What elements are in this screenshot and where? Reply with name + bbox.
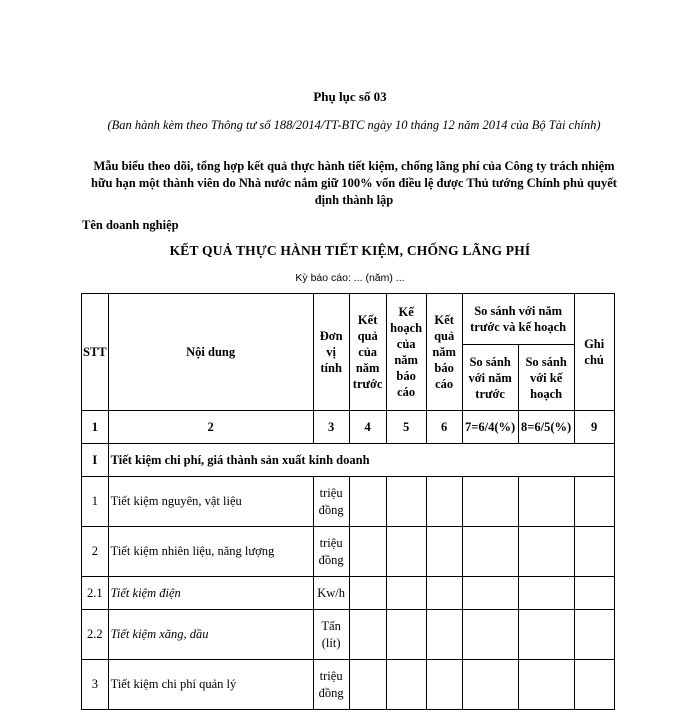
index-cell: 4: [349, 411, 386, 444]
index-cell: 9: [574, 411, 614, 444]
empty-cell: [386, 527, 426, 577]
table-row: [82, 660, 615, 710]
empty-cell: [574, 527, 614, 577]
empty-cell: [349, 577, 386, 610]
empty-cell: [349, 527, 386, 577]
empty-cell: [426, 660, 462, 710]
table-row: [82, 577, 615, 610]
empty-cell: [386, 577, 426, 610]
row-content: Tiết kiệm chi phí quản lý: [108, 660, 313, 710]
col-header-prev-result: Kết quả của năm trước: [349, 294, 386, 411]
index-cell: 6: [426, 411, 462, 444]
issued-by-note: (Ban hành kèm theo Thông tư số 188/2014/TT-BTC ngày 10 tháng 12 năm 2014 của Bộ Tài chính): [107, 118, 601, 132]
report-period: Kỳ báo cáo: ... (năm) ...: [295, 272, 405, 284]
empty-cell: [386, 610, 426, 660]
empty-cell: [462, 577, 518, 610]
col-header-note: Ghi chú: [574, 294, 614, 411]
empty-cell: [574, 477, 614, 527]
row-content: Tiết kiệm nhiên liệu, năng lượng: [108, 527, 313, 577]
row-unit: triệu đồng: [313, 660, 349, 710]
col-header-plan: Kế hoạch của năm báo cáo: [386, 294, 426, 411]
index-cell: 5: [386, 411, 426, 444]
row-content: Tiết kiệm điện: [108, 577, 313, 610]
empty-cell: [386, 660, 426, 710]
index-cell: 7=6/4(%): [462, 411, 518, 444]
index-cell: 3: [313, 411, 349, 444]
empty-cell: [462, 477, 518, 527]
empty-cell: [426, 610, 462, 660]
empty-cell: [349, 660, 386, 710]
row-number: 2.2: [82, 610, 109, 660]
index-cell: 8=6/5(%): [518, 411, 574, 444]
empty-cell: [574, 660, 614, 710]
row-unit: triệu đồng: [313, 527, 349, 577]
empty-cell: [426, 577, 462, 610]
row-content: Tiết kiệm nguyên, vật liệu: [108, 477, 313, 527]
empty-cell: [462, 660, 518, 710]
appendix-title: Phụ lục số 03: [313, 89, 387, 104]
form-description: Mẫu biểu theo dõi, tổng hợp kết quả thực hành tiết kiệm, chống lãng phí của Công ty trách nhiệm hữu hạn một thành viên do Nhà nước nắm giữ 100% vốn điều lệ được Thủ tướng Chính phủ quyết định thành lập: [91, 159, 617, 207]
index-cell: 1: [82, 411, 109, 444]
row-number: 2.1: [82, 577, 109, 610]
section-row: [82, 444, 615, 477]
col-header-unit: Đơn vị tính: [313, 294, 349, 411]
row-number: 2: [82, 527, 109, 577]
empty-cell: [518, 527, 574, 577]
report-title: KẾT QUẢ THỰC HÀNH TIẾT KIỆM, CHỐNG LÃNG PHÍ: [169, 243, 531, 258]
table-row: [82, 477, 615, 527]
empty-cell: [462, 527, 518, 577]
section-number: I: [82, 444, 109, 477]
empty-cell: [386, 477, 426, 527]
empty-cell: [574, 577, 614, 610]
index-cell: 2: [108, 411, 313, 444]
col-header-compare-plan: So sánh với kế hoạch: [518, 345, 574, 411]
empty-cell: [518, 610, 574, 660]
empty-cell: [518, 477, 574, 527]
table-row: [82, 610, 615, 660]
empty-cell: [349, 610, 386, 660]
section-title: Tiết kiệm chi phí, giá thành sản xuất kinh doanh: [108, 444, 614, 477]
empty-cell: [518, 577, 574, 610]
col-header-compare-prev: So sánh với năm trước: [462, 345, 518, 411]
empty-cell: [426, 527, 462, 577]
empty-cell: [349, 477, 386, 527]
empty-cell: [518, 660, 574, 710]
table-row: [82, 527, 615, 577]
col-header-compare-group: So sánh với năm trước và kế hoạch: [462, 294, 574, 345]
col-header-stt: STT: [82, 294, 109, 411]
results-table: [81, 293, 615, 710]
row-number: 3: [82, 660, 109, 710]
empty-cell: [462, 610, 518, 660]
empty-cell: [574, 610, 614, 660]
empty-cell: [426, 477, 462, 527]
row-unit: Kw/h: [313, 577, 349, 610]
row-content: Tiết kiệm xăng, dầu: [108, 610, 313, 660]
col-header-content: Nội dung: [108, 294, 313, 411]
row-number: 1: [82, 477, 109, 527]
column-index-row: [82, 411, 615, 444]
row-unit: Tấn (lít): [313, 610, 349, 660]
company-label: Tên doanh nghiệp: [82, 218, 179, 232]
col-header-report-result: Kết quả năm báo cáo: [426, 294, 462, 411]
row-unit: triệu đồng: [313, 477, 349, 527]
